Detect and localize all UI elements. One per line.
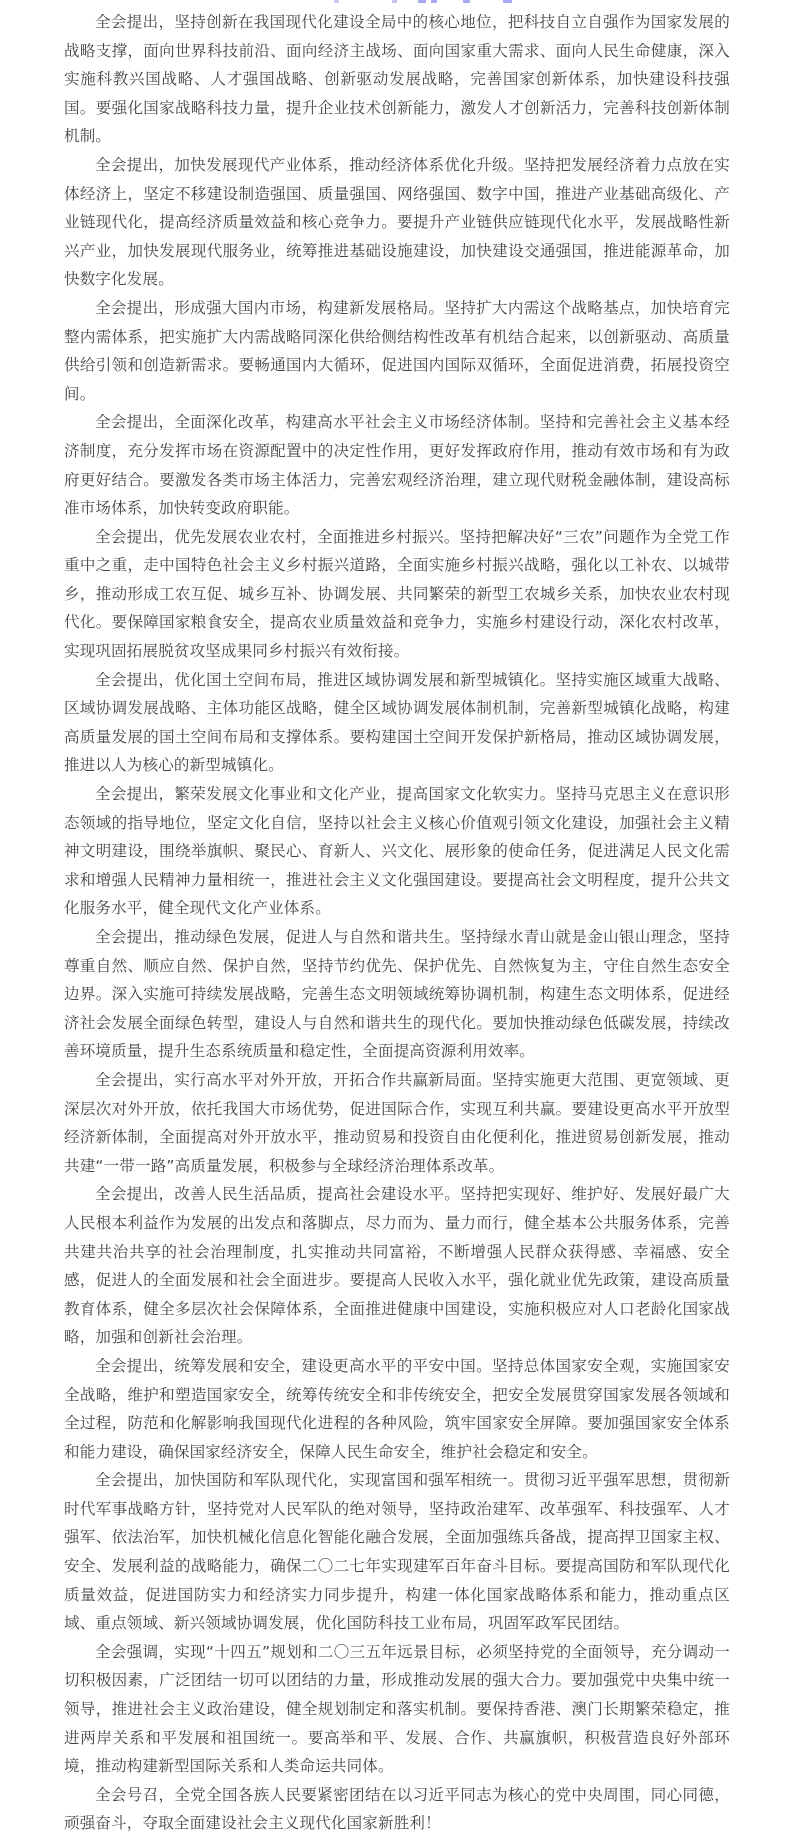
communique-paragraph: 全会提出，统筹发展和安全，建设更高水平的平安中国。坚持总体国家安全观，实施国家安全战略，维护和塑造国家安全，统筹传统安全和非传统安全，把安全发展贯穿国家发展各领域和全过程，防范和化解影响我国现代化进程的各种风险，筑牢国家安全屏障。要加强国家安全体系和能力建设，确保国家经济安全，保障人民生命安全，维护社会稳定和安全。	[64, 1356, 730, 1461]
communique-paragraph: 全会提出，繁荣发展文化事业和文化产业，提高国家文化软实力。坚持马克思主义在意识形态领域的指导地位，坚定文化自信，坚持以社会主义核心价值观引领文化建设，加强社会主义精神文明建设，围绕举旗帜、聚民心、育新人、兴文化、展形象的使命任务，促进满足人民文化需求和增强人民精神力量相统一，推进社会主义文化强国建设。要提高社会文明程度，提升公共文化服务水平，健全现代文化产业体系。	[64, 785, 730, 918]
paragraph-list	[64, 8, 730, 1838]
clipped-blue-text-fragment	[0, 0, 800, 5]
clipped-glyph-fragment	[392, 0, 397, 3]
communique-paragraph: 全会提出，实行高水平对外开放，开拓合作共赢新局面。坚持实施更大范围、更宽领域、更深层次对外开放，依托我国大市场优势，促进国际合作，实现互利共赢。要建设更高水平开放型经济新体制，全面提高对外开放水平，推动贸易和投资自由化便利化，推进贸易创新发展，推动共建“一带一路”高质量发展，积极参与全球经济治理体系改革。	[64, 1070, 730, 1175]
communique-paragraph: 全会提出，改善人民生活品质，提高社会建设水平。坚持把实现好、维护好、发展好最广大人民根本利益作为发展的出发点和落脚点，尽力而为、量力而行，健全基本公共服务体系，完善共建共治共享的社会治理制度，扎实推动共同富裕，不断增强人民群众获得感、幸福感、安全感，促进人的全面发展和社会全面进步。要提高人民收入水平，强化就业优先政策，建设高质量教育体系，健全多层次社会保障体系，全面推进健康中国建设，实施积极应对人口老龄化国家战略，加强和创新社会治理。	[64, 1185, 730, 1347]
communique-paragraph: 全会提出，形成强大国内市场，构建新发展格局。坚持扩大内需这个战略基点，加快培育完整内需体系，把实施扩大内需战略同深化供给侧结构性改革有机结合起来，以创新驱动、高质量供给引领和创造新需求。要畅通国内大循环，促进国内国际双循环，全面促进消费，拓展投资空间。	[64, 298, 730, 403]
communique-paragraph: 全会提出，坚持创新在我国现代化建设全局中的核心地位，把科技自立自强作为国家发展的战略支撑，面向世界科技前沿、面向经济主战场、面向国家重大需求、面向人民生命健康，深入实施科教兴国战略、人才强国战略、创新驱动发展战略，完善国家创新体系，加快建设科技强国。要强化国家战略科技力量，提升企业技术创新能力，激发人才创新活力，完善科技创新体制机制。	[64, 13, 730, 146]
communique-paragraph: 全会提出，加快发展现代产业体系，推动经济体系优化升级。坚持把发展经济着力点放在实体经济上，坚定不移建设制造强国、质量强国、网络强国、数字中国，推进产业基础高级化、产业链现代化，提高经济质量效益和核心竞争力。要提升产业链供应链现代化水平，发展战略性新兴产业，加快发展现代服务业，统筹推进基础设施建设，加快建设交通强国，推进能源革命，加快数字化发展。	[64, 155, 730, 289]
clipped-glyph-fragment	[334, 0, 339, 3]
communique-paragraph: 全会提出，优先发展农业农村，全面推进乡村振兴。坚持把解决好“三农”问题作为全党工作重中之重，走中国特色社会主义乡村振兴道路，全面实施乡村振兴战略，强化以工补农、以城带乡，推动形成工农互促、城乡互补、协调发展、共同繁荣的新型工农城乡关系，加快农业农村现代化。要保障国家粮食安全，提高农业质量效益和竞争力，实施乡村建设行动，深化农村改革，实现巩固拓展脱贫攻坚成果同乡村振兴有效衔接。	[64, 527, 730, 661]
clipped-glyph-fragment	[418, 0, 426, 3]
communique-paragraph: 全会提出，推动绿色发展，促进人与自然和谐共生。坚持绿水青山就是金山银山理念，坚持尊重自然、顺应自然、保护自然，坚持节约优先、保护优先、自然恢复为主，守住自然生态安全边界。深入实施可持续发展战略，完善生态文明领域统筹协调机制，构建生态文明体系，促进经济社会发展全面绿色转型，建设人与自然和谐共生的现代化。要加快推动绿色低碳发展，持续改善环境质量，提升生态系统质量和稳定性，全面提高资源利用效率。	[64, 928, 730, 1061]
communique-paragraph: 全会提出，优化国土空间布局，推进区域协调发展和新型城镇化。坚持实施区域重大战略、区域协调发展战略、主体功能区战略，健全区域协调发展体制机制，完善新型城镇化战略，构建高质量发展的国土空间布局和支撑体系。要构建国土空间开发保护新格局，推动区域协调发展，推进以人为核心的新型城镇化。	[64, 670, 730, 775]
clipped-glyph-fragment	[503, 0, 512, 3]
communique-paragraph: 全会提出，全面深化改革，构建高水平社会主义市场经济体制。坚持和完善社会主义基本经济制度，充分发挥市场在资源配置中的决定性作用，更好发挥政府作用，推动有效市场和有为政府更好结合。要激发各类市场主体活力，完善宏观经济治理，建立现代财税金融体制，建设高标准市场体系，加快转变政府职能。	[64, 413, 730, 518]
clipped-glyph-fragment	[463, 0, 470, 3]
communique-paragraph: 全会强调，实现“十四五”规划和二〇三五年远景目标，必须坚持党的全面领导，充分调动一切积极因素，广泛团结一切可以团结的力量，形成推动发展的强大合力。要加强党中央集中统一领导，推进社会主义政治建设，健全规划制定和落实机制。要保持香港、澳门长期繁荣稳定，推进两岸关系和平发展和祖国统一。要高举和平、发展、合作、共赢旗帜，积极营造良好外部环境，推动构建新型国际关系和人类命运共同体。	[64, 1642, 730, 1776]
communique-paragraph: 全会提出，加快国防和军队现代化，实现富国和强军相统一。贯彻习近平强军思想，贯彻新时代军事战略方针，坚持党对人民军队的绝对领导，坚持政治建军、改革强军、科技强军、人才强军、依法治军，加快机械化信息化智能化融合发展，全面加强练兵备战，提高捍卫国家主权、安全、发展利益的战略能力，确保二〇二七年实现建军百年奋斗目标。要提高国防和军队现代化质量效益，促进国防实力和经济实力同步提升，构建一体化国家战略体系和能力，推动重点区域、重点领域、新兴领域协调发展，优化国防科技工业布局，巩固军政军民团结。	[64, 1471, 730, 1633]
communique-paragraph: 全会号召，全党全国各族人民要紧密团结在以习近平同志为核心的党中央周围，同心同德，顽强奋斗，夺取全面建设社会主义现代化国家新胜利！	[64, 1785, 730, 1833]
clipped-glyph-fragment	[431, 0, 437, 3]
